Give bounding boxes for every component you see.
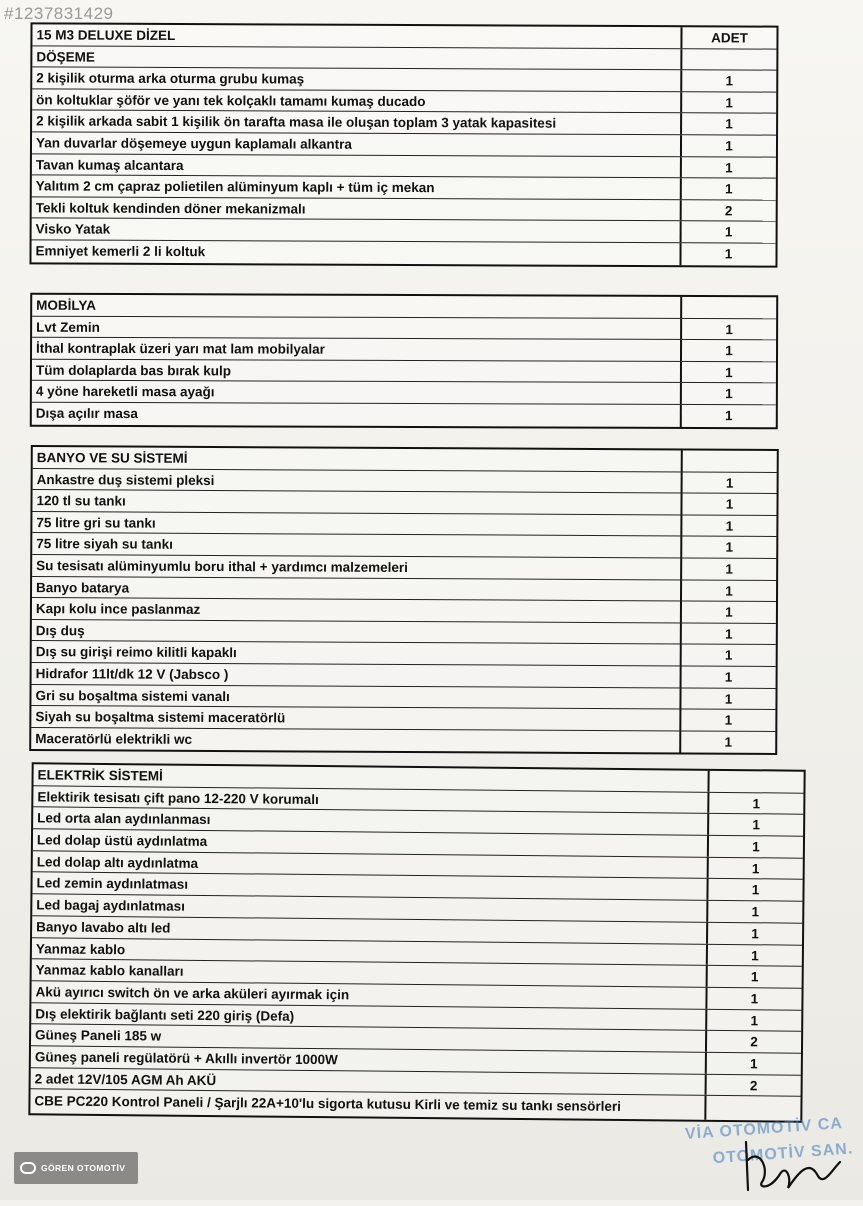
table-row bbox=[32, 316, 776, 340]
item-qty: 1 bbox=[751, 926, 759, 942]
item-label: Güneş Paneli 185 w bbox=[31, 1025, 707, 1052]
item-qty: 1 bbox=[724, 246, 733, 262]
item-qty: 1 bbox=[752, 839, 760, 855]
item-qty: 1 bbox=[725, 95, 733, 111]
item-label: Akü ayırıcı switch ön ve arka aküleri ayırmak için bbox=[31, 981, 707, 1008]
section-elektrik bbox=[28, 762, 805, 1123]
item-qty: 1 bbox=[750, 1056, 758, 1072]
table-row bbox=[32, 403, 776, 427]
item-qty: 2 bbox=[750, 1034, 758, 1050]
item-qty: 1 bbox=[725, 159, 733, 175]
item-qty: 1 bbox=[725, 343, 733, 359]
item-label: Banyo lavabo altı led bbox=[32, 916, 708, 943]
section-title: MOBİLYA bbox=[32, 295, 682, 318]
item-qty: 1 bbox=[750, 991, 759, 1007]
item-qty: 1 bbox=[751, 860, 760, 877]
item-label: Lvt Zemin bbox=[32, 316, 682, 339]
table-row bbox=[31, 728, 775, 753]
watermark-logo bbox=[14, 1152, 138, 1184]
item-qty: 1 bbox=[725, 518, 734, 534]
section-mobilya bbox=[30, 293, 778, 429]
item-label: Led dolap altı aydınlatma bbox=[33, 851, 709, 878]
stamp-line: VİA OTOMOTİV CA bbox=[684, 1115, 844, 1144]
listing-id: #1237831429 bbox=[4, 4, 114, 23]
item-qty: 1 bbox=[725, 408, 733, 424]
item-label: Güneş paneli regülatörü + Akıllı invertör 1000W bbox=[31, 1046, 707, 1073]
item-label: Elektirik tesisatı çift pano 12-220 V korumalı bbox=[33, 786, 709, 813]
item-label: Yalıtım 2 cm çapraz polietilen alüminyum kaplı + tüm iç mekan bbox=[32, 176, 682, 199]
stamp-line: OTOMOTİV SAN. bbox=[712, 1140, 854, 1168]
item-label: Siyah su boşaltma sistemi maceratörlü bbox=[31, 706, 681, 730]
qty-header: ADET bbox=[711, 30, 748, 46]
item-label: 75 litre gri su tankı bbox=[32, 512, 682, 536]
item-label: Banyo batarya bbox=[32, 577, 682, 601]
section-doseme bbox=[29, 22, 778, 267]
item-label: Gri su boşaltma sistemi vanalı bbox=[31, 685, 681, 709]
item-qty: 1 bbox=[751, 904, 760, 920]
section-banyo bbox=[29, 445, 779, 755]
item-qty: 1 bbox=[725, 583, 733, 599]
item-label: Ankastre duş sistemi pleksi bbox=[33, 469, 683, 493]
item-qty: 1 bbox=[750, 1012, 759, 1028]
item-qty: 1 bbox=[725, 604, 733, 620]
item-label: Dışa açılır masa bbox=[32, 403, 682, 427]
item-label: 120 tl su tankı bbox=[32, 490, 682, 514]
table-row bbox=[32, 338, 776, 362]
item-qty: 1 bbox=[751, 882, 760, 898]
item-label: Su tesisatı alüminyumlu boru ithal + yardımcı malzemeleri bbox=[32, 555, 682, 579]
item-qty: 1 bbox=[725, 364, 733, 380]
item-qty: 2 bbox=[749, 1077, 758, 1093]
item-qty: 1 bbox=[724, 734, 733, 750]
item-qty: 1 bbox=[725, 73, 734, 89]
item-label: 2 adet 12V/105 AGM Ah AKÜ bbox=[31, 1068, 707, 1095]
item-qty: 1 bbox=[725, 138, 733, 154]
item-label: Led orta alan aydınlanması bbox=[33, 808, 709, 835]
item-qty: 1 bbox=[725, 561, 733, 577]
item-label: Tüm dolaplarda bas bırak kulp bbox=[32, 359, 682, 382]
item-qty: 1 bbox=[724, 224, 733, 240]
item-label: 2 kişilik arkada sabit 1 kişilik ön tarafta masa ile oluşan toplam 3 yatak kapasitesi bbox=[32, 111, 682, 134]
item-label: 75 litre siyah su tankı bbox=[32, 533, 682, 557]
item-qty: 1 bbox=[725, 321, 733, 337]
item-qty: 1 bbox=[725, 116, 733, 132]
item-qty: 1 bbox=[750, 969, 759, 985]
item-label: Led bagaj aydınlatması bbox=[32, 894, 708, 921]
section-title: DÖŞEME bbox=[32, 46, 682, 69]
item-qty: 1 bbox=[752, 817, 760, 833]
item-qty: 1 bbox=[752, 795, 761, 811]
item-label: Hidrafor 11lt/dk 12 V (Jabsco ) bbox=[32, 663, 682, 687]
table-row bbox=[32, 381, 776, 405]
product-title: 15 M3 DELUXE DİZEL bbox=[32, 24, 682, 47]
item-qty: 1 bbox=[751, 947, 759, 963]
item-label: ön koltuklar şöför ve yanı tek kolçaklı tamamı kumaş ducado bbox=[32, 89, 682, 112]
item-qty: 1 bbox=[725, 496, 734, 512]
item-qty: 1 bbox=[724, 648, 733, 664]
item-label: Yan duvarlar döşemeye uygun kaplamalı alkantra bbox=[32, 132, 682, 155]
item-label: Visko Yatak bbox=[32, 219, 682, 242]
section-title-row bbox=[32, 295, 776, 319]
watermark-text: GÖREN OTOMOTİV bbox=[41, 1163, 126, 1173]
item-label: Yanmaz kablo kanalları bbox=[32, 959, 708, 986]
item-qty: 1 bbox=[724, 669, 733, 685]
item-label: Yanmaz kablo bbox=[32, 938, 708, 965]
item-qty: 1 bbox=[725, 181, 733, 197]
item-label: CBE PC220 Kontrol Paneli / Şarjlı 22A+10'lu sigorta kutusu Kirli ve temiz su tankı sensörleri bbox=[30, 1090, 706, 1120]
item-label: Emniyet kemerli 2 li koltuk bbox=[31, 240, 681, 264]
section-title: BANYO VE SU SİSTEMİ bbox=[33, 447, 683, 471]
item-label: Dış duş bbox=[32, 620, 682, 644]
item-label: Kapı kolu ince paslanmaz bbox=[32, 598, 682, 622]
item-label: Led zemin aydınlatması bbox=[32, 873, 708, 900]
item-qty: 1 bbox=[725, 386, 733, 402]
item-label: Tekli koltuk kendinden döner mekanizmalı bbox=[32, 197, 682, 220]
item-qty: 2 bbox=[724, 203, 733, 219]
item-label: 4 yöne hareketli masa ayağı bbox=[32, 381, 682, 404]
item-label: Tavan kumaş alcantara bbox=[32, 154, 682, 177]
item-label: Maceratörlü elektrikli wc bbox=[31, 728, 681, 753]
item-qty: 1 bbox=[725, 626, 733, 642]
item-qty: 1 bbox=[725, 540, 734, 556]
table-row bbox=[31, 240, 775, 265]
item-label: Led dolap üstü aydınlatma bbox=[33, 829, 709, 856]
item-label: 2 kişilik oturma arka oturma grubu kumaş bbox=[32, 68, 682, 91]
brand-logo-icon bbox=[20, 1162, 36, 1174]
table-row bbox=[32, 359, 776, 383]
item-qty: 1 bbox=[725, 475, 734, 491]
item-qty: 1 bbox=[724, 691, 733, 707]
item-label: Dış su girişi reimo kilitli kapaklı bbox=[32, 641, 682, 665]
handwritten-signature bbox=[740, 1130, 850, 1200]
item-label: İthal kontraplak üzeri yarı mat lam mobilyalar bbox=[32, 338, 682, 361]
section-title: ELEKTRİK SİSTEMİ bbox=[33, 764, 709, 791]
item-label: Dış elektirik bağlantı seti 220 giriş (Defa) bbox=[31, 1003, 707, 1030]
item-qty: 1 bbox=[724, 712, 733, 728]
